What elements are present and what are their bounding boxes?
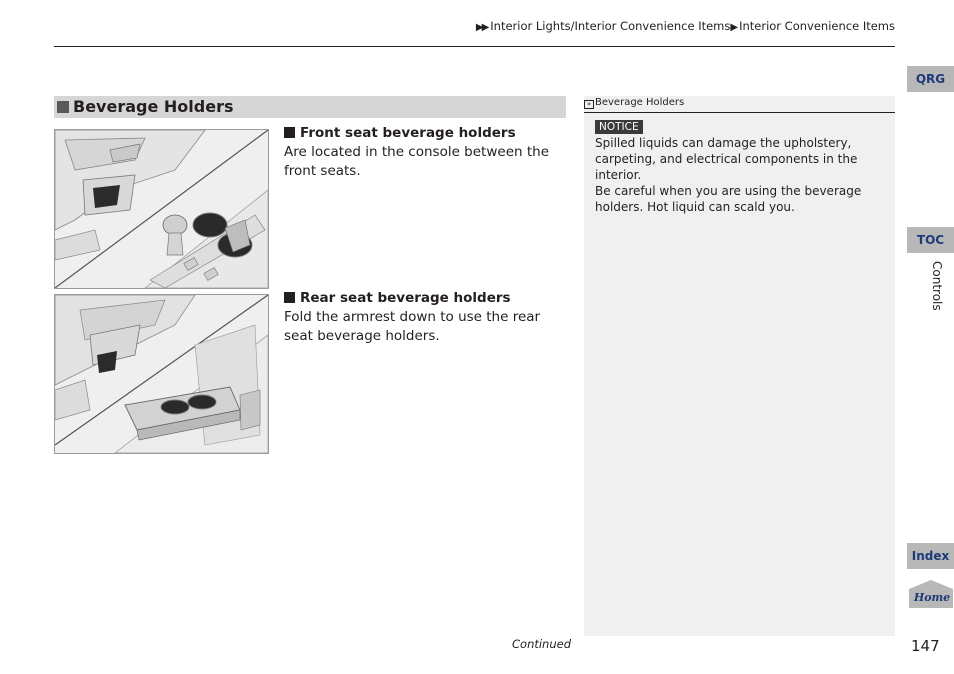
- section-title: Beverage Holders: [73, 97, 234, 116]
- bullet-square-icon: [284, 292, 295, 303]
- index-tab[interactable]: Index: [907, 543, 954, 569]
- header-divider: [54, 46, 895, 47]
- notes-sidebar: [584, 96, 895, 636]
- caution-text: Be careful when you are using the beverage holders. Hot liquid can scald you.: [595, 184, 862, 214]
- front-seat-beverage-holders: [284, 124, 566, 181]
- chapter-label: Controls: [930, 261, 944, 311]
- notice-text: Spilled liquids can damage the upholstery, carpeting, and electrical components in the interior.: [595, 136, 858, 182]
- home-icon: [908, 579, 954, 609]
- section-square-icon: [57, 101, 69, 113]
- sidebar-reference-title: Beverage Holders: [595, 97, 685, 108]
- reference-arrow-icon: »: [584, 100, 594, 109]
- rear-seat-description: Fold the armrest down to use the rear seat beverage holders.: [284, 309, 541, 344]
- continued-label: Continued: [512, 637, 572, 651]
- breadcrumb-arrow-icon: ▶▶: [475, 22, 488, 33]
- item-heading: [284, 289, 566, 308]
- qrg-tab[interactable]: QRG: [907, 66, 954, 92]
- breadcrumb-item[interactable]: Interior Lights/Interior Convenience Items: [490, 19, 731, 33]
- breadcrumb-arrow-icon: ▶: [730, 22, 737, 33]
- front-beverage-holder-illustration: [54, 129, 269, 289]
- notice-badge: NOTICE: [595, 120, 643, 134]
- item-heading: [284, 124, 566, 143]
- bullet-square-icon: [284, 127, 295, 138]
- rear-seat-beverage-holders: [284, 289, 566, 346]
- front-seat-description: Are located in the console between the front seats.: [284, 144, 549, 179]
- breadcrumb: [476, 19, 895, 33]
- page-number: 147: [911, 637, 940, 655]
- front-seat-heading-text: Front seat beverage holders: [300, 125, 516, 141]
- rear-beverage-holder-illustration: [54, 294, 269, 454]
- rear-seat-heading-text: Rear seat beverage holders: [300, 290, 511, 306]
- toc-tab[interactable]: TOC: [907, 227, 954, 253]
- home-label: Home: [913, 591, 951, 604]
- breadcrumb-item[interactable]: Interior Convenience Items: [739, 19, 895, 33]
- sidebar-reference-heading: [584, 96, 895, 113]
- section-heading-bar: [54, 96, 566, 118]
- home-button[interactable]: [908, 579, 954, 609]
